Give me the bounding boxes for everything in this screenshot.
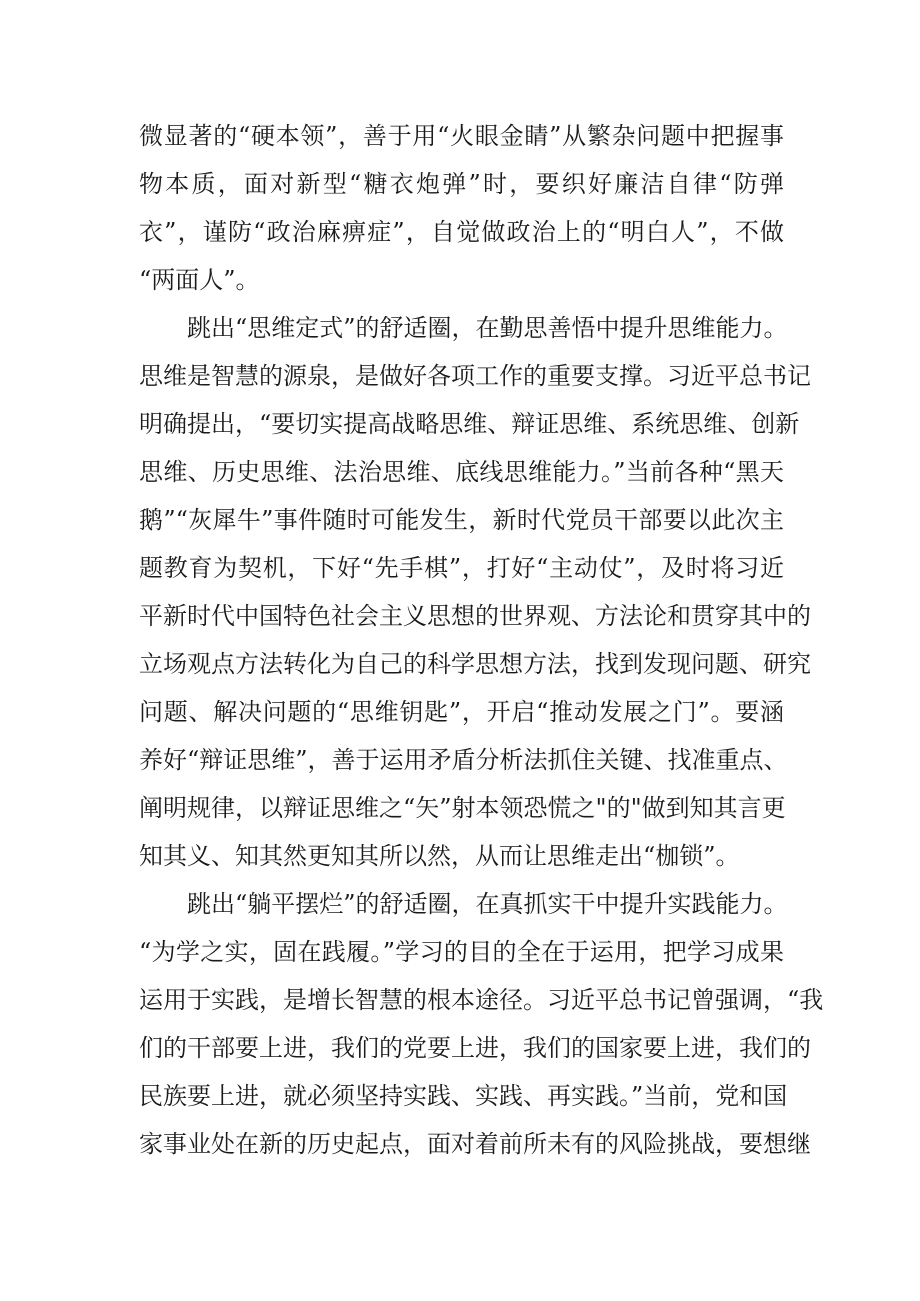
paragraph-start-line: 跳出“躺平摆烂”的舒适圈，在真抓实干中提升实践能力。 xyxy=(187,890,788,918)
text-line: 养好“辩证思维”，善于运用矛盾分析法抓住关键、找准重点、 xyxy=(139,746,788,774)
text-line: 运用于实践，是增长智慧的根本途径。习近平总书记曾强调，“我 xyxy=(139,986,824,1014)
text-line: “为学之实，固在践履。”学习的目的全在于运用，把学习成果 xyxy=(139,938,784,966)
text-line: 平新时代中国特色社会主义思想的世界观、方法论和贯穿其中的 xyxy=(139,602,811,630)
text-line: 阐明规律，以辩证思维之“矢”射本领恐慌之"的"做到知其言更 xyxy=(139,794,786,822)
text-line: 民族要上进，就必须坚持实践、实践、再实践。”当前，党和国 xyxy=(139,1082,788,1110)
text-line: 题教育为契机，下好“先手棋”，打好“主动仗”，及时将习近 xyxy=(139,554,784,582)
text-line: 思维是智慧的源泉，是做好各项工作的重要支撑。习近平总书记 xyxy=(139,362,811,390)
text-line: 鹅”“灰犀牛”事件随时可能发生，新时代党员干部要以此次主 xyxy=(139,506,784,534)
text-line: 思维、历史思维、法治思维、底线思维能力。”当前各种“黑天 xyxy=(139,458,784,486)
text-line: “两面人”。 xyxy=(139,266,260,294)
text-line: 知其义、知其然更知其所以然，从而让思维走出“枷锁”。 xyxy=(139,842,740,870)
paragraph-start-line: 跳出“思维定式”的舒适圈，在勤思善悟中提升思维能力。 xyxy=(187,314,788,342)
text-line: 家事业处在新的历史起点，面对着前所未有的风险挑战，要想继 xyxy=(139,1130,811,1158)
text-line: 问题、解决问题的“思维钥匙”，开启“推动发展之门”。要涵 xyxy=(139,698,784,726)
document-body xyxy=(139,112,824,1168)
text-line: 们的干部要上进，我们的党要上进，我们的国家要上进，我们的 xyxy=(139,1034,811,1062)
text-line: 物本质，面对新型“糖衣炮弹”时，要织好廉洁自律“防弹 xyxy=(139,170,784,198)
text-line: 微显著的“硬本领”，善于用“火眼金睛”从繁杂问题中把握事 xyxy=(139,122,784,150)
text-line: 衣”，谨防“政治麻痹症”，自觉做政治上的“明白人”，不做 xyxy=(139,218,784,246)
text-line: 明确提出，“要切实提高战略思维、辩证思维、系统思维、创新 xyxy=(139,410,800,438)
text-line: 立场观点方法转化为自己的科学思想方法，找到发现问题、研究 xyxy=(139,650,811,678)
